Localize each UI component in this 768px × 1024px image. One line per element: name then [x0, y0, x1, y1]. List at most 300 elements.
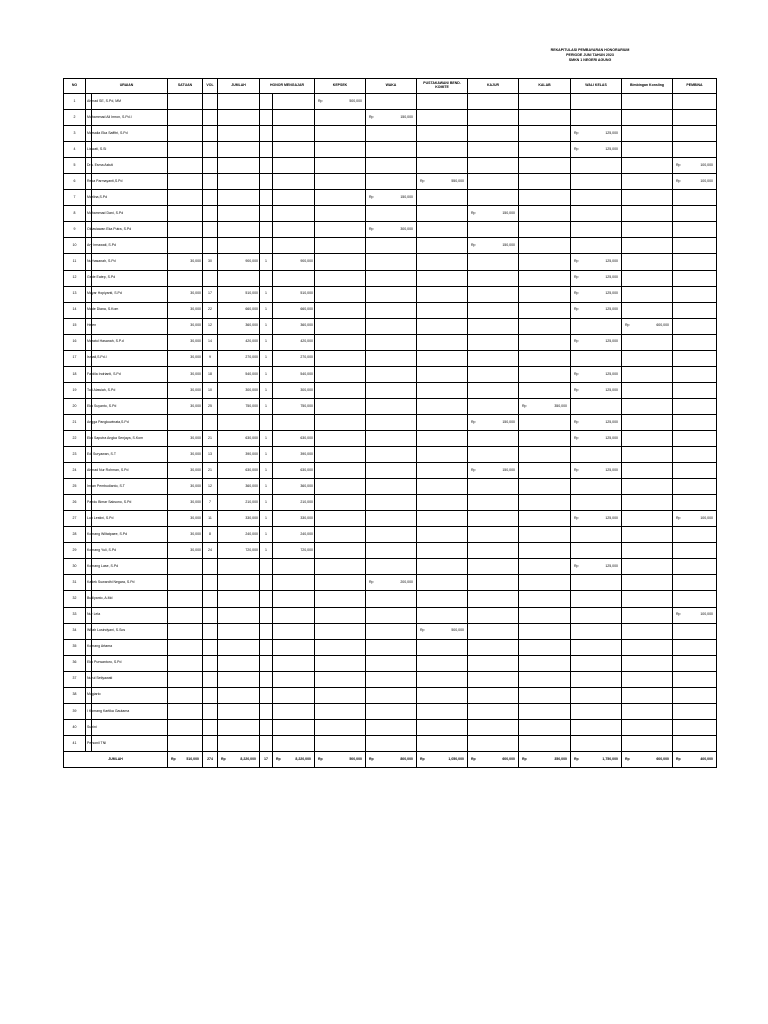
row-waka [366, 382, 417, 398]
row-honor-vol [260, 174, 273, 190]
row-waka [366, 350, 417, 366]
row-pustakawan [417, 414, 468, 430]
table-row [64, 94, 717, 110]
row-satuan: 30,000 [168, 254, 203, 270]
row-kalab [519, 190, 571, 206]
row-walikelas [571, 559, 622, 575]
row-no: 37 [64, 671, 86, 687]
row-satuan [168, 639, 203, 655]
row-pustakawan [417, 591, 468, 607]
row-walikelas [571, 238, 622, 254]
row-kalab [519, 158, 571, 174]
row-pembina [673, 158, 717, 174]
row-name: Suhini [86, 719, 168, 735]
row-jumlah: 390,000 [218, 447, 260, 463]
row-walikelas [571, 398, 622, 414]
row-vol [203, 126, 218, 142]
row-kajur [468, 671, 519, 687]
row-bk [622, 398, 673, 414]
row-pembina [673, 447, 717, 463]
table-row [64, 350, 717, 366]
row-kalab [519, 366, 571, 382]
amount-value: 500,000 [349, 98, 362, 103]
row-kalab [519, 463, 571, 479]
row-kalab [519, 623, 571, 639]
amount-value: 150,000 [400, 114, 413, 119]
row-honor-mengajar: 270,000 [273, 350, 315, 366]
row-jumlah: 360,000 [218, 318, 260, 334]
row-jumlah [218, 414, 260, 430]
row-no: 19 [64, 382, 86, 398]
row-kajur [468, 559, 519, 575]
row-kajur [468, 142, 519, 158]
row-bk [622, 334, 673, 350]
row-no: 5 [64, 158, 86, 174]
row-no: 2 [64, 110, 86, 126]
row-honor-vol: 1 [260, 302, 273, 318]
row-name: Marlina,S.Pd [86, 190, 168, 206]
row-kajur [468, 366, 519, 382]
row-satuan [168, 559, 203, 575]
table-row [64, 559, 717, 575]
row-no: 38 [64, 687, 86, 703]
row-name: Luh Lestini, S.Pd [86, 511, 168, 527]
row-pustakawan [417, 158, 468, 174]
row-satuan [168, 591, 203, 607]
row-pustakawan [417, 302, 468, 318]
row-name: Reka Parmayanti,S.Pd [86, 174, 168, 190]
row-waka [366, 479, 417, 495]
row-honor-vol [260, 270, 273, 286]
row-honor-mengajar: 210,000 [273, 495, 315, 511]
row-name: Nurul Setiyawati [86, 671, 168, 687]
currency-label: Rp [471, 211, 476, 216]
table-row [64, 671, 717, 687]
row-pembina [673, 463, 717, 479]
row-honor-mengajar: 420,000 [273, 334, 315, 350]
currency-label: Rp [574, 467, 579, 472]
row-pustakawan [417, 430, 468, 446]
row-kalab [519, 350, 571, 366]
row-satuan [168, 607, 203, 623]
row-bk [622, 94, 673, 110]
amount-value: 150,000 [502, 211, 515, 216]
row-honor-vol: 1 [260, 447, 273, 463]
amount-value: 125,000 [605, 146, 618, 151]
row-jumlah: 240,000 [218, 527, 260, 543]
table-row [64, 479, 717, 495]
row-kalab [519, 591, 571, 607]
row-honor-mengajar: 900,000 [273, 254, 315, 270]
row-bk [622, 575, 673, 591]
row-satuan [168, 735, 203, 751]
row-pustakawan [417, 350, 468, 366]
currency-label: Rp [574, 146, 579, 151]
row-bk [622, 447, 673, 463]
row-kalab [519, 334, 571, 350]
row-kajur [468, 398, 519, 414]
row-kepsek [315, 463, 366, 479]
row-walikelas [571, 110, 622, 126]
row-pembina [673, 318, 717, 334]
row-pustakawan [417, 655, 468, 671]
row-honor-vol: 1 [260, 366, 273, 382]
row-no: 8 [64, 206, 86, 222]
header-period: PERIODE JUNI TAHUN 2023 [566, 53, 614, 57]
row-vol [203, 687, 218, 703]
currency-label: Rp [676, 178, 681, 183]
row-kepsek [315, 366, 366, 382]
currency-label: Rp [574, 339, 579, 344]
row-waka [366, 318, 417, 334]
table-row [64, 126, 717, 142]
row-kajur [468, 94, 519, 110]
row-jumlah [218, 719, 260, 735]
row-kajur [468, 414, 519, 430]
table-row [64, 703, 717, 719]
total-wali-kelas: Rp 1,750,000 [571, 751, 622, 767]
row-kepsek [315, 126, 366, 142]
row-waka [366, 302, 417, 318]
row-honor-vol [260, 575, 273, 591]
row-name: Nurhasanah, S.Pd [86, 254, 168, 270]
amount-value: 100,000 [700, 515, 713, 520]
row-name: Eko Saputra Angka Senjaya, S.Kom [86, 430, 168, 446]
row-waka [366, 94, 417, 110]
row-vol [203, 158, 218, 174]
row-name: Angga Pangkuwinata,S.Pd [86, 414, 168, 430]
row-waka [366, 639, 417, 655]
amount-value: 125,000 [605, 435, 618, 440]
row-jumlah [218, 623, 260, 639]
row-kalab [519, 110, 571, 126]
row-kajur [468, 495, 519, 511]
row-bk [622, 286, 673, 302]
row-pustakawan [417, 190, 468, 206]
row-waka [366, 703, 417, 719]
row-kajur [468, 527, 519, 543]
row-kalab [519, 302, 571, 318]
row-bk [622, 318, 673, 334]
row-waka [366, 158, 417, 174]
row-name: Maratul Hasanah, S.P.d [86, 334, 168, 350]
row-jumlah [218, 607, 260, 623]
row-name: Muhammad Dani, S.Pd [86, 206, 168, 222]
row-name: Wirah Lusindyani, S.Sos [86, 623, 168, 639]
row-kepsek [315, 238, 366, 254]
row-name: Personil TNI [86, 735, 168, 751]
row-honor-vol: 1 [260, 382, 273, 398]
row-honor-vol: 1 [260, 254, 273, 270]
row-waka [366, 414, 417, 430]
row-vol [203, 270, 218, 286]
row-pembina [673, 511, 717, 527]
row-waka [366, 543, 417, 559]
row-kalab [519, 703, 571, 719]
row-pustakawan [417, 382, 468, 398]
row-kepsek [315, 318, 366, 334]
table-row [64, 414, 717, 430]
row-kajur [468, 126, 519, 142]
row-pembina [673, 142, 717, 158]
row-walikelas [571, 703, 622, 719]
row-vol [203, 110, 218, 126]
row-kajur [468, 238, 519, 254]
row-walikelas [571, 543, 622, 559]
row-walikelas [571, 254, 622, 270]
row-honor-mengajar: 720,000 [273, 543, 315, 559]
row-honor-vol [260, 591, 273, 607]
row-pustakawan [417, 735, 468, 751]
row-pembina [673, 94, 717, 110]
row-vol [203, 591, 218, 607]
row-kajur [468, 511, 519, 527]
row-kepsek [315, 414, 366, 430]
row-honor-vol [260, 655, 273, 671]
row-vol [203, 94, 218, 110]
row-no: 1 [64, 94, 86, 110]
row-jumlah: 540,000 [218, 366, 260, 382]
row-waka [366, 366, 417, 382]
table-row [64, 254, 717, 270]
row-bk [622, 479, 673, 495]
row-pembina [673, 126, 717, 142]
row-bk [622, 382, 673, 398]
row-satuan: 30,000 [168, 463, 203, 479]
amount-value: 300,000 [400, 227, 413, 232]
row-kalab [519, 382, 571, 398]
row-kalab [519, 495, 571, 511]
row-honor-vol: 1 [260, 511, 273, 527]
row-walikelas [571, 158, 622, 174]
row-kajur [468, 350, 519, 366]
row-walikelas [571, 671, 622, 687]
row-jumlah: 660,000 [218, 302, 260, 318]
row-kepsek [315, 382, 366, 398]
row-name: Mayar Hopiyanti, S.Pd [86, 286, 168, 302]
table-row [64, 238, 717, 254]
row-honor-mengajar: 240,000 [273, 527, 315, 543]
row-satuan [168, 126, 203, 142]
row-kepsek [315, 270, 366, 286]
row-vol: 12 [203, 318, 218, 334]
table-row [64, 222, 717, 238]
currency-label: Rp [420, 178, 425, 183]
row-honor-mengajar [273, 655, 315, 671]
row-pustakawan [417, 671, 468, 687]
row-vol [203, 414, 218, 430]
row-honor-mengajar: 330,000 [273, 511, 315, 527]
row-bk [622, 639, 673, 655]
row-kalab [519, 735, 571, 751]
row-honor-mengajar [273, 559, 315, 575]
row-bk [622, 671, 673, 687]
currency-label: Rp [574, 307, 579, 312]
row-satuan [168, 575, 203, 591]
row-kepsek [315, 703, 366, 719]
currency-label: Rp [574, 275, 579, 280]
row-kepsek [315, 222, 366, 238]
row-vol: 17 [203, 286, 218, 302]
header-school: SMKN 1 NEGERI AGUNG [568, 58, 612, 62]
row-no: 35 [64, 639, 86, 655]
row-kalab [519, 543, 571, 559]
table-body [64, 94, 717, 752]
row-bk [622, 350, 673, 366]
table-row [64, 639, 717, 655]
row-no: 18 [64, 366, 86, 382]
header-title: REKAPITULASI PEMBAYARAN HONORARIUM [550, 48, 630, 52]
row-waka [366, 430, 417, 446]
row-kajur [468, 463, 519, 479]
row-honor-vol [260, 414, 273, 430]
row-bk [622, 687, 673, 703]
amount-value: 500,000 [451, 628, 464, 633]
table-row [64, 142, 717, 158]
row-waka [366, 671, 417, 687]
row-pembina [673, 575, 717, 591]
row-vol: 22 [203, 302, 218, 318]
row-kepsek [315, 286, 366, 302]
row-walikelas [571, 639, 622, 655]
row-bk [622, 719, 673, 735]
table-row [64, 174, 717, 190]
row-jumlah [218, 270, 260, 286]
row-walikelas [571, 334, 622, 350]
row-kajur [468, 430, 519, 446]
row-honor-mengajar: 630,000 [273, 430, 315, 446]
row-name: Marsalia Eka Saffitri, S.Pd [86, 126, 168, 142]
row-bk [622, 238, 673, 254]
row-kalab [519, 639, 571, 655]
row-jumlah [218, 190, 260, 206]
row-name: Edi Suryawan, S.T [86, 447, 168, 463]
table-row [64, 190, 717, 206]
row-no: 28 [64, 527, 86, 543]
row-waka [366, 270, 417, 286]
row-walikelas [571, 142, 622, 158]
row-kajur [468, 719, 519, 735]
row-name: Nur Lela [86, 607, 168, 623]
col-header-wali-kelas: WALI KELAS [571, 79, 622, 94]
row-no: 24 [64, 463, 86, 479]
row-bk [622, 527, 673, 543]
row-kepsek [315, 110, 366, 126]
row-vol: 21 [203, 463, 218, 479]
row-satuan [168, 414, 203, 430]
row-kalab [519, 318, 571, 334]
row-pustakawan [417, 110, 468, 126]
row-kajur [468, 543, 519, 559]
table-row [64, 366, 717, 382]
row-jumlah [218, 142, 260, 158]
row-kepsek [315, 719, 366, 735]
row-name: Komang Yuli, S.Pd [86, 543, 168, 559]
row-honor-vol [260, 238, 273, 254]
row-walikelas [571, 382, 622, 398]
row-pustakawan [417, 398, 468, 414]
row-pembina [673, 414, 717, 430]
row-kalab [519, 286, 571, 302]
row-pustakawan [417, 286, 468, 302]
currency-label: Rp [574, 387, 579, 392]
row-pembina [673, 110, 717, 126]
row-pembina [673, 703, 717, 719]
row-pustakawan [417, 719, 468, 735]
row-pustakawan [417, 318, 468, 334]
table-row [64, 511, 717, 527]
row-kajur [468, 575, 519, 591]
row-satuan: 30,000 [168, 511, 203, 527]
row-waka [366, 190, 417, 206]
row-bk [622, 495, 673, 511]
row-walikelas [571, 222, 622, 238]
row-walikelas [571, 302, 622, 318]
row-bk [622, 543, 673, 559]
row-vol: 7 [203, 495, 218, 511]
row-no: 21 [64, 414, 86, 430]
amount-value: 125,000 [605, 419, 618, 424]
row-name: Fardila Indrianti, S.Pd [86, 366, 168, 382]
row-pustakawan [417, 639, 468, 655]
row-bk [622, 270, 673, 286]
row-bk [622, 222, 673, 238]
row-pustakawan [417, 222, 468, 238]
row-satuan: 30,000 [168, 479, 203, 495]
row-name: Budiyanto, A.Md [86, 591, 168, 607]
row-honor-vol [260, 190, 273, 206]
row-kepsek [315, 671, 366, 687]
row-satuan [168, 671, 203, 687]
row-pembina [673, 334, 717, 350]
row-jumlah [218, 575, 260, 591]
row-bk [622, 190, 673, 206]
row-kepsek [315, 398, 366, 414]
row-jumlah: 510,000 [218, 286, 260, 302]
row-satuan: 30,000 [168, 382, 203, 398]
row-no: 20 [64, 398, 86, 414]
row-name: Imran Pembudianto, S.T [86, 479, 168, 495]
currency-label: Rp [574, 371, 579, 376]
table-row [64, 623, 717, 639]
row-vol: 10 [203, 382, 218, 398]
row-honor-vol: 1 [260, 286, 273, 302]
col-header-pembina: PEMBINA [673, 79, 717, 94]
currency-label: Rp [471, 467, 476, 472]
row-kajur [468, 735, 519, 751]
row-jumlah: 750,000 [218, 398, 260, 414]
row-kalab [519, 559, 571, 575]
currency-label: Rp [369, 580, 374, 585]
row-name: Komang Lase, S.Pd [86, 559, 168, 575]
row-name: Oktaviawan Eka Putra, S.Pd [86, 222, 168, 238]
row-vol: 12 [203, 479, 218, 495]
row-honor-vol [260, 126, 273, 142]
row-honor-vol: 1 [260, 398, 273, 414]
row-pembina [673, 527, 717, 543]
row-kalab [519, 671, 571, 687]
row-vol: 9 [203, 350, 218, 366]
row-honor-mengajar [273, 639, 315, 655]
row-kajur [468, 334, 519, 350]
row-vol: 30 [203, 254, 218, 270]
row-bk [622, 559, 673, 575]
col-header-vol: VOL [203, 79, 218, 94]
row-pembina [673, 270, 717, 286]
row-walikelas [571, 94, 622, 110]
row-honor-mengajar: 630,000 [273, 463, 315, 479]
row-vol [203, 703, 218, 719]
